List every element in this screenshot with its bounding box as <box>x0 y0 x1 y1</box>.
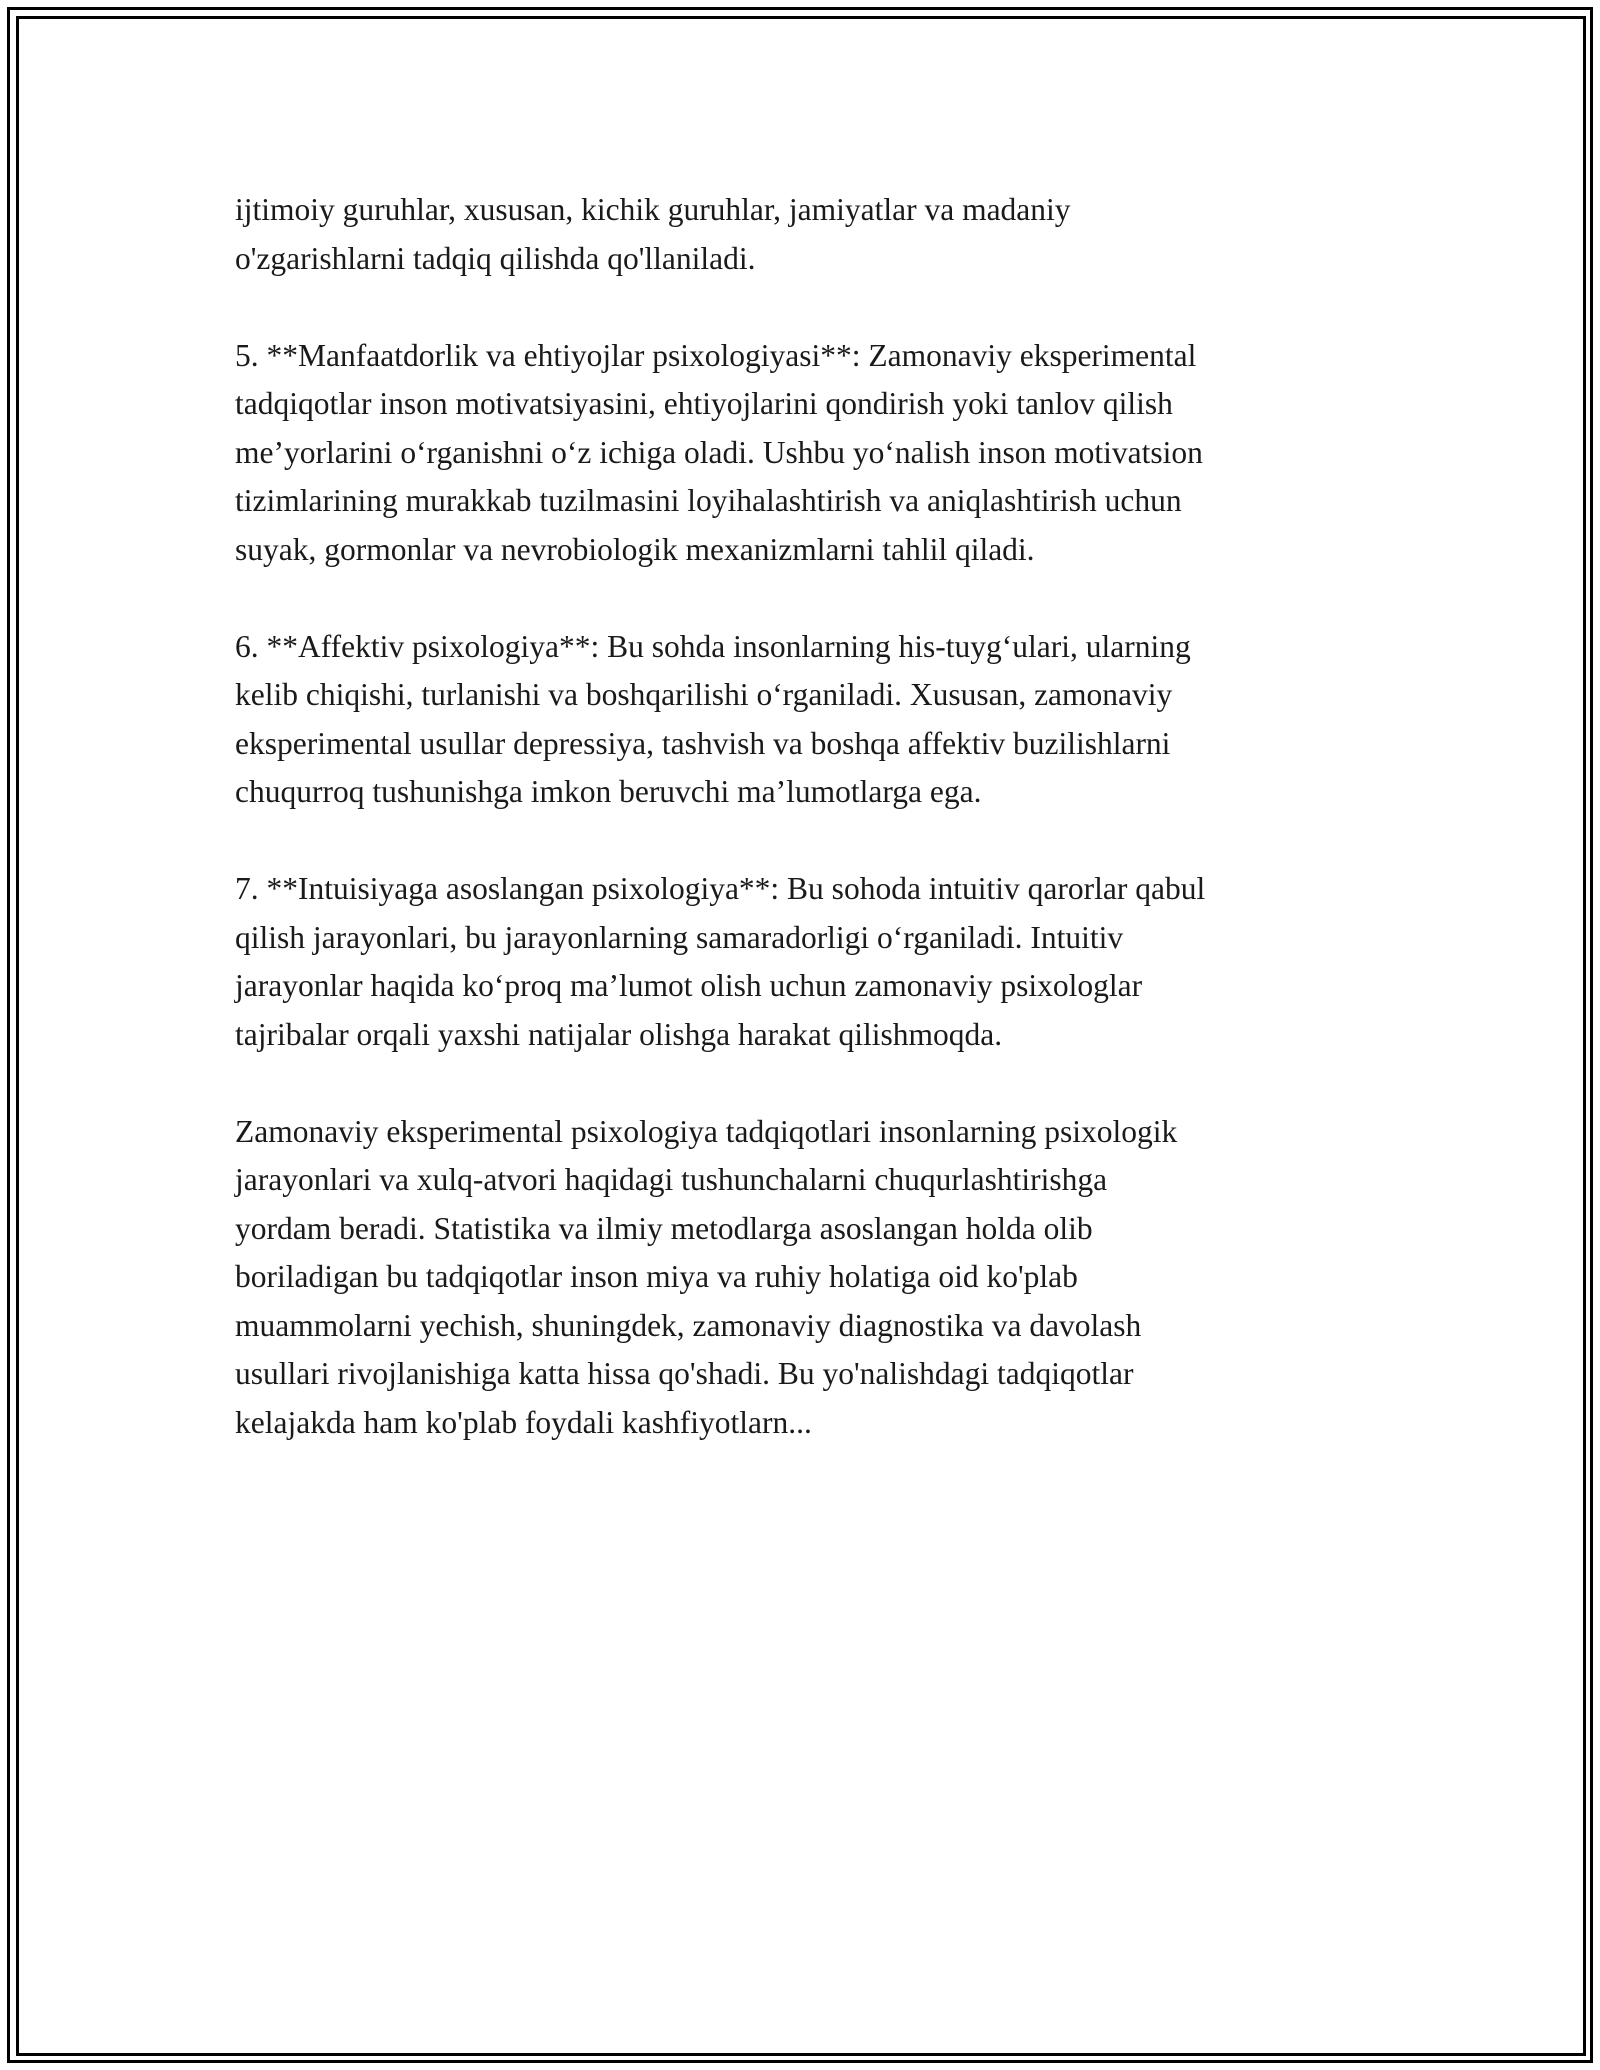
paragraph-intro-continuation: ijtimoiy guruhlar, xususan, kichik guruhlar, jamiyatlar va madaniy o'zgarishlarni tadqiq qilishda qo'llaniladi. <box>235 192 1071 276</box>
document-body <box>235 186 1375 1447</box>
paragraph-item-7: 7. **Intuisiyaga asoslangan psixologiya**: Bu sohoda intuitiv qarorlar qabul qilish jarayonlari, bu jarayonlarning samaradorligi o‘rganiladi. Intuitiv jarayonlar haqida ko‘proq ma’lumot olish uchun zamonaviy psixologlar tajribalar orqali yaxshi natijalar olishga harakat qilishmoqda. <box>235 871 1206 1052</box>
paragraph-item-6: 6. **Affektiv psixologiya**: Bu sohda insonlarning his-tuyg‘ulari, ularning kelib chiqishi, turlanishi va boshqarilishi o‘rganiladi. Xususan, zamonaviy eksperimental usullar depressiya, tashvish va boshqa affektiv buzilishlarni chuqurroq tushunishga imkon beruvchi ma’lumotlarga ega. <box>235 628 1191 809</box>
paragraph-conclusion: Zamonaviy eksperimental psixologiya tadqiqotlari insonlarning psixologik jarayonlari va xulq-atvori haqidagi tushunchalarni chuqurlashtirishga yordam beradi. Statistika va ilmiy metodlarga asoslangan holda olib boriladigan bu tadqiqotlar inson miya va ruhiy holatiga oid ko'plab muammolarni yechish, shuningdek, zamonaviy diagnostika va davolash usullari rivojlanishiga katta hissa qo'shadi. Bu yo'nalishdagi tadqiqotlar kelajakda ham ko'plab foydali kashfiyotlarn... <box>235 1113 1178 1440</box>
paragraph-item-5: 5. **Manfaatdorlik va ehtiyojlar psixologiyasi**: Zamonaviy eksperimental tadqiqotlar inson motivatsiyasini, ehtiyojlarini qondirish yoki tanlov qilish me’yorlarini o‘rganishni o‘z ichiga oladi. Ushbu yo‘nalish inson motivatsion tizimlarining murakkab tuzilmasini loyihalashtirish va aniqlashtirish uchun suyak, gormonlar va nevrobiologik mexanizmlarni tahlil qiladi. <box>235 337 1203 567</box>
